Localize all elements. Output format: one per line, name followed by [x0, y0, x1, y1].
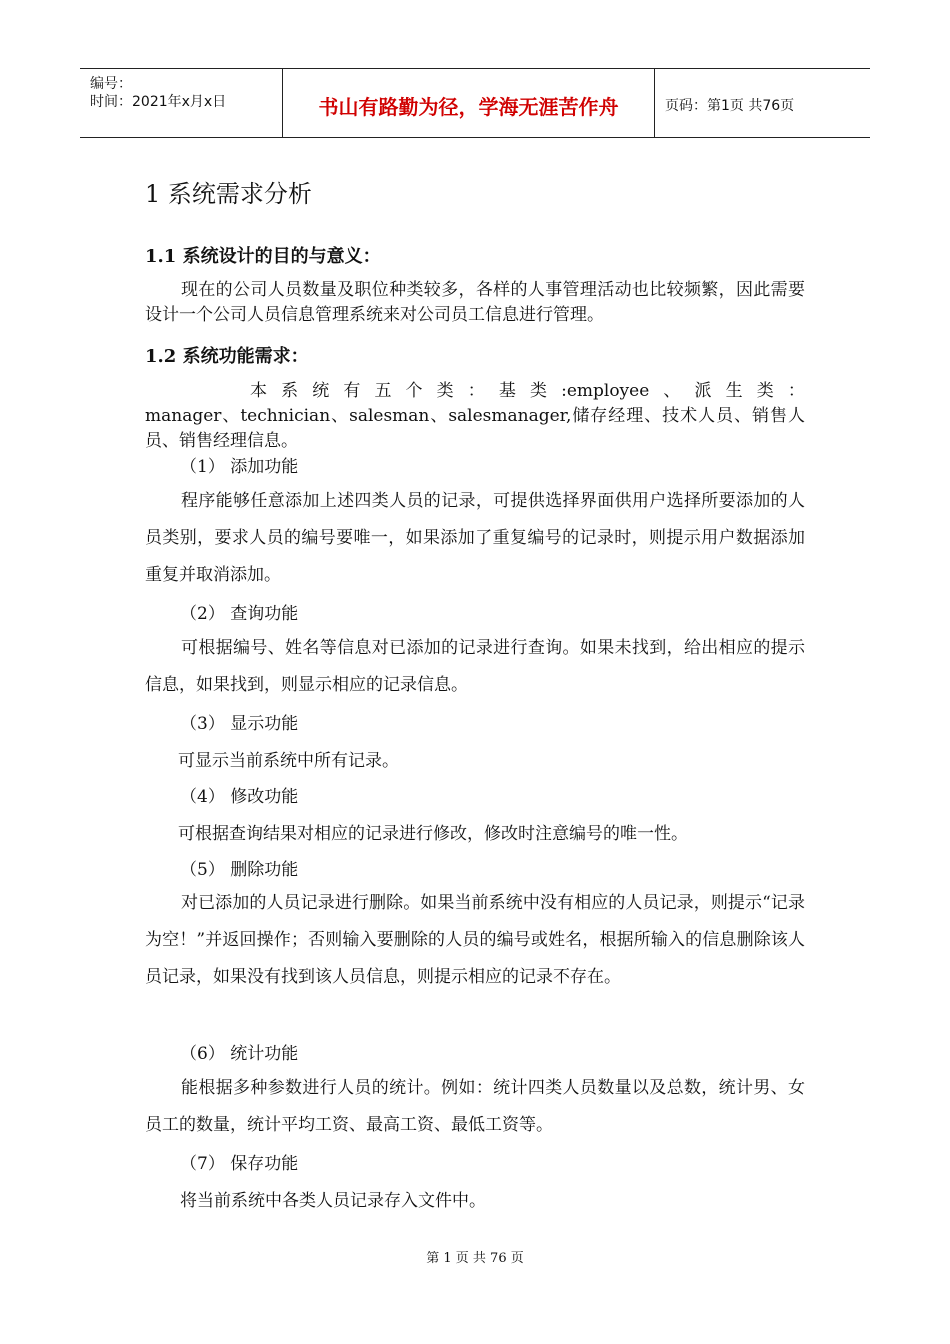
header-number-label: 编号：: [90, 76, 132, 92]
intro-word: 系: [281, 381, 299, 401]
page-footer: 第 1 页 共 76 页: [426, 1251, 524, 1266]
intro-word: :employee: [561, 381, 650, 401]
header-page-info: 页码：第1页 共76页: [665, 98, 795, 114]
intro-word: 派: [694, 381, 712, 401]
function-title-statistics: （6） 统计功能: [180, 1044, 299, 1064]
document-header: [80, 68, 870, 138]
intro-word: 类: [436, 381, 454, 401]
function-title-modify: （4） 修改功能: [180, 787, 299, 807]
function-text-add: 程序能够任意添加上述四类人员的记录，可提供选择界面供用户选择所要添加的人员类别，要求人员的编号要唯一，如果添加了重复编号的记录时，则提示用户数据添加重复并取消添加。: [145, 491, 805, 585]
header-meta-cell: [80, 69, 283, 137]
function-text-save: 将当前系统中各类人员记录存入文件中。: [180, 1191, 486, 1211]
subsection-title-1-2: 1.2 系统功能需求：: [145, 346, 309, 367]
intro-word: 类: [529, 381, 547, 401]
function-text-statistics: 能根据多种参数进行人员的统计。例如：统计四类人员数量以及总数，统计男、女员工的数量，统计平均工资、最高工资、最低工资等。: [145, 1078, 805, 1135]
function-text-query: 可根据编号、姓名等信息对已添加的记录进行查询。如果未找到，给出相应的提示信息，如果找到，则显示相应的记录信息。: [145, 638, 805, 695]
header-time-label: 时间：2021年x月x日: [90, 94, 227, 110]
function-title-add: （1） 添加功能: [180, 457, 299, 477]
subsection-title-1-1: 1.1 系统设计的目的与意义：: [145, 246, 381, 267]
intro-word: ：: [467, 381, 485, 401]
intro-rest: manager、technician、salesman、salesmanager,储存经理、技术人员、销售人员、销售经理信息。: [145, 406, 805, 451]
intro-word: 有: [343, 381, 361, 401]
intro-word: ：: [787, 381, 805, 401]
header-page-cell: [655, 69, 870, 137]
function-title-save: （7） 保存功能: [180, 1154, 299, 1174]
intro-word: 个: [405, 381, 423, 401]
function-title-delete: （5） 删除功能: [180, 860, 299, 880]
header-motto-cell: [283, 69, 655, 137]
intro-word: 本: [250, 381, 267, 401]
function-text-delete: 对已添加的人员记录进行删除。如果当前系统中没有相应的人员记录，则提示“记录为空！”并返回操作；否则输入要删除的人员的编号或姓名，根据所输入的信息删除该人员记录，如果没有找到该人员信息，则提示相应的记录不存在。: [145, 893, 805, 987]
intro-word: 类: [756, 381, 774, 401]
function-title-display: （3） 显示功能: [180, 714, 299, 734]
header-motto: 书山有路勤为径，学海无涯苦作舟: [318, 95, 619, 119]
function-text-display: 可显示当前系统中所有记录。: [178, 751, 399, 771]
intro-first-line: [250, 379, 805, 404]
section-title: 1 系统需求分析: [145, 180, 312, 208]
function-title-query: （2） 查询功能: [180, 604, 299, 624]
intro-word: 基: [498, 381, 516, 401]
intro-word: 生: [725, 381, 743, 401]
intro-word: 、: [663, 381, 681, 401]
intro-word: 统: [312, 381, 330, 401]
paragraph-purpose: 现在的公司人员数量及职位种类较多，各样的人事管理活动也比较频繁，因此需要设计一个公司人员信息管理系统来对公司员工信息进行管理。: [145, 280, 805, 325]
intro-word: 五: [374, 381, 392, 401]
function-text-modify: 可根据查询结果对相应的记录进行修改，修改时注意编号的唯一性。: [178, 824, 688, 844]
